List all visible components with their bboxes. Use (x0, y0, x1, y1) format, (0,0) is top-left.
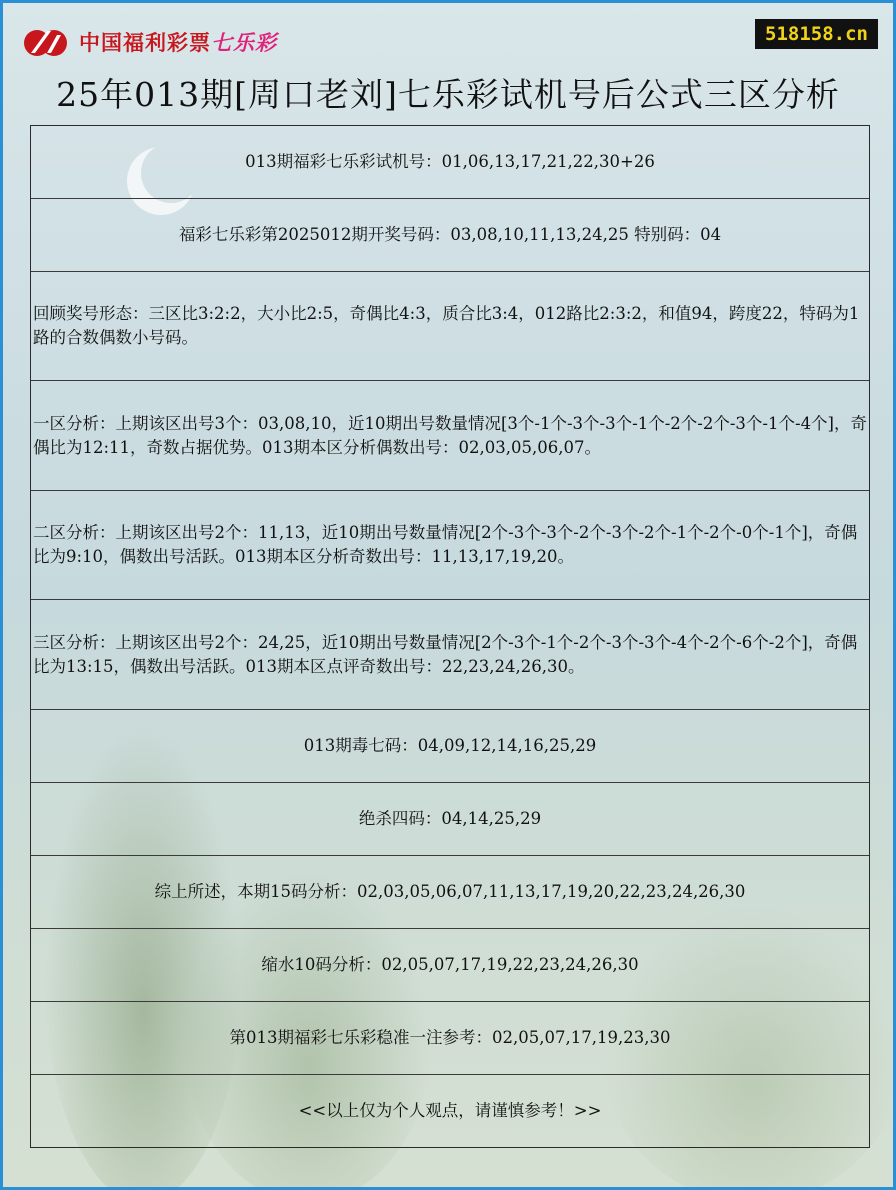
table-row: 回顾奖号形态：三区比3:2:2，大小比2:5，奇偶比4:3，质合比3:4，012路比2:3:2，和值94，跨度22，特码为1路的合数偶数小号码。 (31, 272, 869, 381)
lottery-logo-icon (21, 25, 71, 61)
table-row: 三区分析：上期该区出号2个：24,25，近10期出号数量情况[2个-3个-1个-2个-3个-3个-4个-2个-6个-2个]，奇偶比为13:15，偶数出号活跃。013期本区点评奇数出号：22,23,24,26,30。 (31, 600, 869, 710)
table-row: 福彩七乐彩第2025012期开奖号码：03,08,10,11,13,24,25 特别码：04 (31, 199, 869, 272)
analysis-table (30, 125, 870, 1148)
table-row: 013期福彩七乐彩试机号：01,06,13,17,21,22,30+26 (31, 126, 869, 199)
table-row: 第013期福彩七乐彩稳准一注参考：02,05,07,17,19,23,30 (31, 1002, 869, 1075)
site-badge[interactable]: 518158.cn (755, 19, 878, 49)
disclaimer-row: <<以上仅为个人观点，请谨慎参考！>> (298, 1101, 602, 1120)
page-title: 25年013期[周口老刘]七乐彩试机号后公式三区分析 (56, 75, 840, 114)
table-row: 综上所述，本期15码分析：02,03,05,06,07,11,13,17,19,20,22,23,24,26,30 (31, 856, 869, 929)
table-row: 缩水10码分析：02,05,07,17,19,22,23,24,26,30 (31, 929, 869, 1002)
table-row: 二区分析：上期该区出号2个：11,13，近10期出号数量情况[2个-3个-3个-2个-3个-2个-1个-2个-0个-1个]，奇偶比为9:10，偶数出号活跃。013期本区分析奇数出号：11,13,17,19,20。 (31, 491, 869, 600)
header (3, 3, 893, 73)
table-row: 013期毒七码：04,09,12,14,16,25,29 (31, 710, 869, 783)
table-row: 一区分析：上期该区出号3个：03,08,10，近10期出号数量情况[3个-1个-3个-3个-1个-2个-2个-3个-1个-4个]，奇偶比为12:11，奇数占据优势。013期本区分析偶数出号：02,03,05,06,07。 (31, 381, 869, 491)
table-row: 绝杀四码：04,14,25,29 (31, 783, 869, 856)
logo-text: 中国福利彩票七乐彩 (79, 31, 277, 55)
